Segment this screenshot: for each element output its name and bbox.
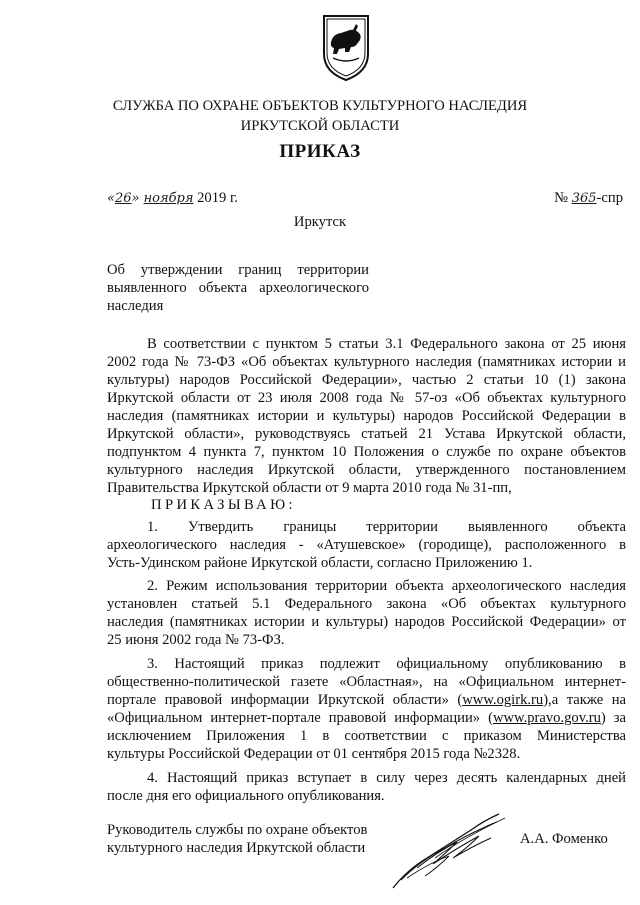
item-line: культуры Российской Федерации от 01 сентября 2015 года №2328. xyxy=(107,746,521,762)
order-number xyxy=(554,189,623,208)
date-close-quote: » xyxy=(131,191,144,206)
item-line xyxy=(107,691,626,709)
preamble-line: 2002 года № 73-ФЗ «Об объектах культурного наследия (памятниках истории и xyxy=(107,354,626,370)
number-prefix: № xyxy=(554,190,572,206)
date-open-quote: « xyxy=(107,191,115,206)
preamble-line: Правительства Иркутской области от 9 марта 2010 года № 31-пп, xyxy=(107,480,512,496)
item-line: 25 июня 2002 года № 73-ФЗ. xyxy=(107,632,285,648)
item-line: наследия (памятниках истории и культуры) народов Российской Федерации» от xyxy=(107,614,626,630)
org-name-line2: ИРКУТСКОЙ ОБЛАСТИ xyxy=(240,118,400,134)
item-line: 2. Режим использования территории объекта археологического наследия xyxy=(147,578,626,594)
item-line: археологического наследия - «Атушевское» (городище), расположенного в xyxy=(107,537,626,553)
date-day: 26 xyxy=(114,191,132,206)
pravo-link[interactable]: www.pravo.gov.ru xyxy=(492,710,601,726)
order-subject: Об утверждении границ территории выявленного объекта археологического наследия xyxy=(107,262,369,314)
document-type: ПРИКАЗ xyxy=(279,141,361,162)
item-line: после дня его официального опубликования. xyxy=(107,788,385,804)
item-line: Усть-Удинском районе Иркутской области, согласно Приложению 1. xyxy=(107,555,533,571)
number-value: 365 xyxy=(571,191,597,206)
item-line: исключением Приложения 1 в соответствии с приказом Министерства xyxy=(107,728,626,744)
date-year: 2019 г. xyxy=(193,190,238,206)
preamble-line: Иркутской области от 23 июля 2008 года № 57-оз «Об объектах культурного xyxy=(107,390,626,406)
ogirk-link[interactable]: www.ogirk.ru xyxy=(462,692,544,708)
preamble-line: подпунктом 4 пункта 7, пунктом 10 Положения о службе по охране объектов xyxy=(107,444,626,460)
preamble-line: Иркутской области», руководствуясь статьей 21 Устава Иркутской области, xyxy=(107,426,626,442)
item-3 xyxy=(107,655,626,763)
date-month: ноября xyxy=(143,191,194,206)
item-text: «Официальном интернет-портале правовой информации» ( xyxy=(107,710,493,726)
coat-of-arms-icon xyxy=(321,14,371,82)
order-date xyxy=(107,189,238,208)
item-text: ) за xyxy=(600,710,626,726)
item-line: 1. Утвердить границы территории выявленного объекта xyxy=(147,519,626,535)
preamble xyxy=(107,335,626,497)
preamble-line: В соответствии с пунктом 5 статьи 3.1 Федерального закона от 25 июня xyxy=(147,336,626,352)
preamble-line: культуры) народов Российской Федерации», частью 2 статьи 10 (1) закона xyxy=(107,372,626,388)
item-line: 3. Настоящий приказ подлежит официальному опубликованию в xyxy=(147,656,626,672)
position-line: Руководитель службы по охране объектов xyxy=(107,822,368,838)
city: Иркутск xyxy=(293,214,347,230)
item-2 xyxy=(107,577,626,649)
signer-name: А.А. Фоменко xyxy=(520,831,608,847)
item-line: установлен статьей 5.1 Федерального закона «Об объектах культурного xyxy=(107,596,626,612)
org-name-line1: СЛУЖБА ПО ОХРАНЕ ОБЪЕКТОВ КУЛЬТУРНОГО НАСЛЕДИЯ xyxy=(112,98,528,114)
item-line xyxy=(107,709,626,727)
item-line: 4. Настоящий приказ вступает в силу через десять календарных дней xyxy=(147,770,626,786)
item-text: портале правовой информации Иркутской области» ( xyxy=(107,692,463,708)
position-line: культурного наследия Иркутской области xyxy=(107,840,366,856)
number-suffix: -спр xyxy=(596,190,623,206)
item-4 xyxy=(107,769,626,805)
preamble-line: наследия (памятниках истории и культуры) народов Российской Федерации в xyxy=(107,408,626,424)
item-1 xyxy=(107,518,626,572)
handwritten-signature-icon xyxy=(387,808,512,894)
order-word: ПРИКАЗЫВАЮ: xyxy=(151,497,296,513)
item-line: общественно-политической газете «Областная», на «Официальном интернет- xyxy=(107,674,626,690)
item-text: ),а также на xyxy=(543,692,626,708)
signer-position xyxy=(107,821,397,857)
preamble-line: культурного наследия Иркутской области, утвержденного постановлением xyxy=(107,462,626,478)
